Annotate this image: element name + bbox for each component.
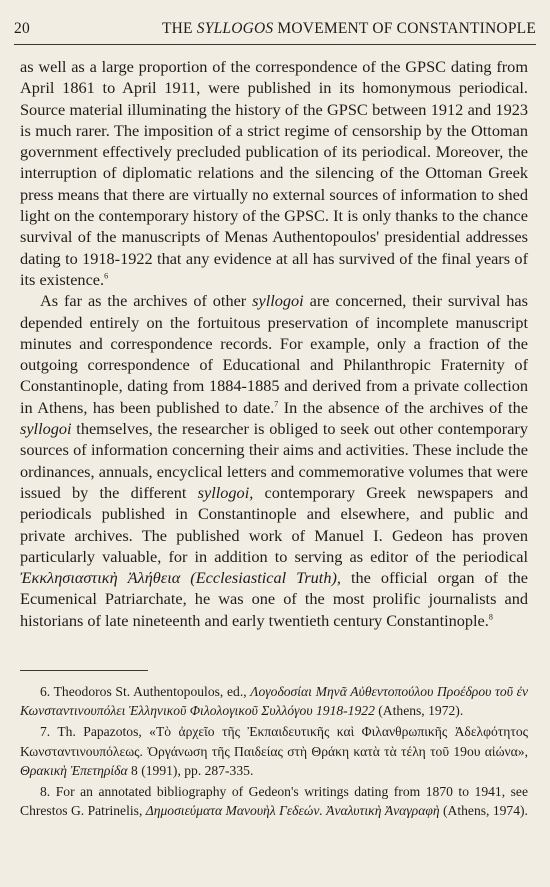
footnote-8-italic: Δημοσιεύματα Μανουὴλ Γεδεών. Ἀναλυτικὴ Ἀναγραφὴ	[145, 803, 440, 819]
paragraph-1	[20, 56, 528, 290]
paragraph-2-italic-a: syllogoi	[252, 291, 304, 311]
paragraph-2	[20, 290, 528, 631]
paragraph-2-text-f: the official organ of the Ecumenical Patriarchate, he was one of the most prolific journalists and historians of late nineteenth and early twentieth century Constantinople.	[20, 568, 528, 630]
header-rule	[14, 44, 536, 45]
page-number: 20	[14, 20, 30, 37]
running-title	[162, 20, 536, 38]
paragraph-2-text-c: In the absence of the archives of the	[278, 397, 529, 417]
footnote-ref-8[interactable]: 8	[488, 612, 493, 622]
paragraph-2-text-e: contemporary Greek newspapers and periodicals published in Constantinople and elsewhere, and public and private archives. The published work of Manuel I. Gedeon has proven particularly valuable, for in addition to serving as editor of the periodical	[20, 482, 528, 566]
paragraph-2-text-b: are concerned, their survival has depended entirely on the fortuitous preservation of incomplete manuscript minutes and correspondence records. For example, only a fraction of the outgoing correspondence of Educational and Philanthropic Fraternity of Constantinople, dating from 1884-1885 and derived from a private collection in Athens, has been published to date.	[20, 291, 528, 417]
paragraph-1-text: as well as a large proportion of the correspondence of the GPSC dating from April 1861 to April 1911, were published in its homonymous periodical. Source material illuminating the history of the GPSC between 1912 and 1923 is much rarer. The imposition of a strict regime of censorship by the Ottoman government effectively precluded publication of its periodical. Moreover, the interruption of diplomatic relations and the silencing of the Ottoman Greek press means that there are virtually no external sources of information to shed light on the contemporary history of the GPSC. It is only thanks to the chance survival of the manuscripts of Menas Authentopoulos' presidential addresses dating to 1918-1922 that any evidence at all has survived of the final years of its existence.	[20, 57, 528, 289]
footnote-6	[20, 682, 528, 720]
footnote-ref-7[interactable]: 7	[274, 399, 279, 409]
footnote-7-tail: 8 (1991), pp. 287-335.	[127, 762, 254, 778]
footnote-6-text: 6. Theodoros St. Authentopoulos, ed.,	[40, 684, 251, 699]
footnote-6-tail: (Athens, 1972).	[374, 703, 464, 719]
footnote-rule	[20, 670, 148, 671]
paragraph-2-italic-b: syllogoi	[20, 419, 72, 439]
paragraph-2-italic-c: syllogoi,	[197, 482, 254, 502]
footnote-7-text: 7. Th. Papazotos, «Τὸ ἀρχεῖο τῆς Ἐκπαιδευτικῆς καὶ Φιλανθρωπικῆς Ἀδελφότητος Κωνσταντινουπόλεως. Ὀργάνωση τῆς Παιδείας στὴ Θράκη κατὰ τὰ τέλη τοῦ 19ου αἰώνα»,	[20, 724, 528, 759]
running-title-pre: THE	[161, 20, 197, 37]
running-title-post: MOVEMENT OF CONSTANTINOPLE	[273, 20, 536, 37]
footnote-7	[20, 722, 528, 780]
footnotes	[20, 682, 528, 820]
paragraph-2-italic-d: Ἐκκλησιαστικὴ Ἀλήθεια (Ecclesiastical Truth),	[20, 568, 341, 588]
footnote-8	[20, 782, 528, 820]
paragraph-2-text-d: themselves, the researcher is obliged to seek out other contemporary sources of information concerning their aims and activities. These include the ordinances, annuals, encyclical letters and commemorative volumes that were issued by the different	[20, 419, 528, 502]
main-text	[20, 56, 528, 631]
footnote-7-italic: Θρακικὴ Ἐπετηρίδα	[20, 762, 128, 778]
footnote-ref-6[interactable]: 6	[104, 271, 109, 281]
footnote-8-text: 8. For an annotated bibliography of Gedeon's writings dating from 1870 to 1941, see Chrestos G. Patrinelis,	[20, 784, 528, 819]
footnote-6-italic: Λογοδοσίαι Μηνᾶ Αὐθεντοπούλου Προέδρου τοῦ ἐν Κωνσταντινουπόλει Ἑλληνικοῦ Φιλολογικοῦ Συλλόγου 1918-1922	[20, 684, 528, 719]
running-title-italic: SYLLOGOS	[196, 20, 274, 37]
paragraph-2-text-a: As far as the archives of other	[40, 291, 253, 311]
running-header	[14, 20, 536, 38]
footnote-8-tail: (Athens, 1974).	[439, 803, 528, 819]
